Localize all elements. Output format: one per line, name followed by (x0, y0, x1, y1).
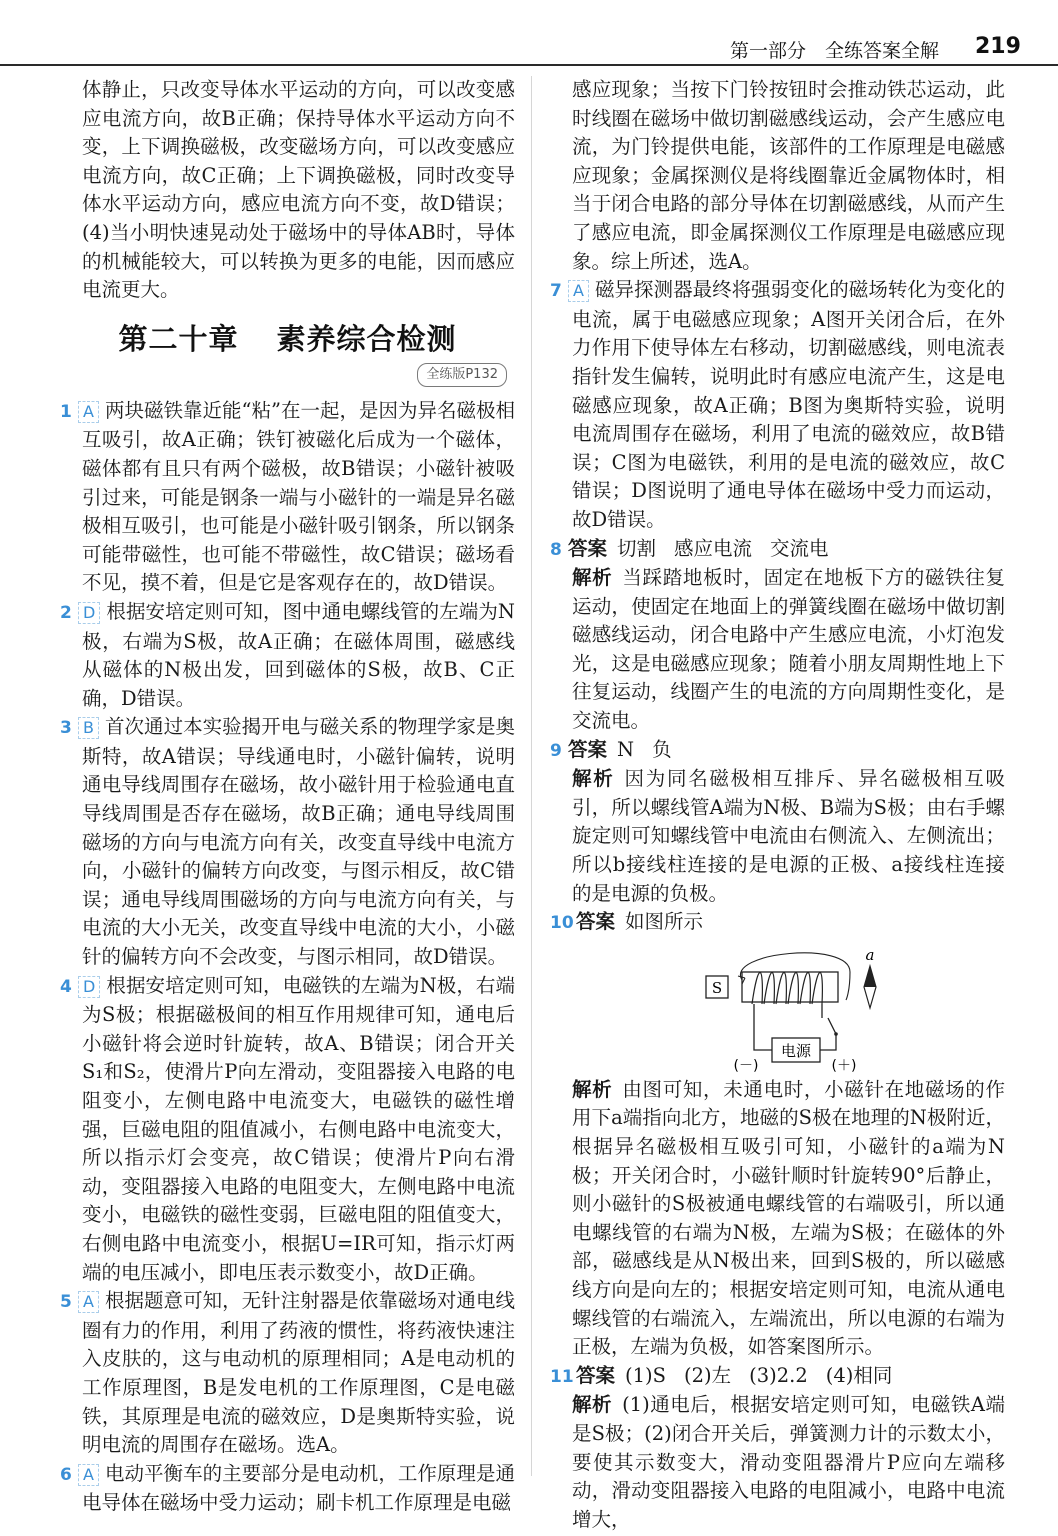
answer-item-11 (550, 1362, 1005, 1392)
switch-icon (828, 1018, 836, 1034)
s-label: S (711, 978, 723, 997)
question-number: 7 (550, 281, 562, 302)
analysis-11 (550, 1391, 1005, 1534)
header-section-title: 第一部分 全练答案全解 (730, 40, 940, 62)
left-column (60, 76, 515, 1518)
answer-item-1 (60, 397, 515, 598)
answer-text: 根据安培定则可知，电磁铁的左端为N极，右端为S极；根据磁极间的相互作用规律可知，通电后小磁针将会逆时针旋转，故A、B错误；闭合开关S₁和S₂，使滑片P向左滑动，变阻器接入电路的电阻变小，左侧电路中电流变大，电磁铁的磁性增强，巨磁电阻的阻值减小，右侧电路中电流变大，所以指示灯会变亮，故C错误；使滑片P向右滑动，变阻器接入电路的电阻变大，左侧电路中电流变小，电磁铁的磁性变弱，巨磁电阻的阻值变大，右侧电路中电流变小，根据U=IR可知，指示灯两端的电压减小，即电压表示数变小，故D正确。 (82, 973, 515, 1284)
question-number: 3 (60, 718, 72, 739)
analysis-text: (1)通电后，根据安培定则可知，电磁铁A端是S极；(2)闭合开关后，弹簧测力计的示数太小，要使其示数变大，滑动变阻器滑片P应向左端移动，滑动变阻器接入电路的电阻减小，电路中电流增大， (572, 1393, 1005, 1531)
answer-value-1: N (617, 737, 635, 761)
answer-value-3: 交流电 (770, 536, 829, 560)
question-number: 8 (550, 539, 562, 560)
left-continuation-text: 体静止，只改变导体水平运动的方向，可以改变感应电流方向，故B正确；保持导体水平运动方向不变，上下调换磁极，改变磁场方向，可以改变感应电流方向，故C正确；上下调换磁极，同时改变导体水平运动方向，感应电流方向不变，故D错误；(4)当小明快速晃动处于磁场中的导体AB时，导体的机械能较大，可以转换为更多的电能，因而感应电流更大。 (82, 78, 515, 302)
field-line-arc (740, 953, 850, 1000)
reference-tag: 全练版P132 (417, 363, 507, 387)
answer-item-2 (60, 598, 515, 713)
choice-badge: A (568, 280, 589, 302)
analysis-9 (550, 765, 1005, 908)
answer-text: 两块磁铁靠近能“粘”在一起，是因为异名磁极相互吸引，故A正确；铁钉被磁化后成为一个磁体，磁体都有且只有两个磁极，故B错误；小磁针被吸引过来，可能是钢条一端与小磁针的一端是异名磁极相互吸引，也可能是小磁针吸引钢条，所以钢条可能带磁性，也可能不带磁性，故C错误；磁场看不见，摸不着，但是它是客观存在的，故D错误。 (82, 398, 515, 595)
compass-needle-tip (864, 966, 876, 987)
answer-text: 磁异探测器最终将强弱变化的磁场转化为变化的电流，属于电磁感应现象；A图开关闭合后，在外力作用下使导体左右移动，切割磁感线，则电流表指针发生偏转，说明此时有感应电流产生，这是电磁感应现象，故A正确；B图为奥斯特实验，说明电流周围存在磁场，利用了电流的磁效应，故B错误；C图为电磁铁，利用的是电流的磁效应，故C错误；D图说明了通电导体在磁场中受力而运动，故D错误。 (572, 278, 1005, 531)
question-number: 1 (60, 401, 72, 422)
solenoid-coil (752, 972, 822, 1004)
wire-left (754, 1004, 772, 1050)
question-number: 10 (550, 913, 574, 934)
answer-item-5 (60, 1287, 515, 1460)
answer-value-4: (4)相同 (825, 1363, 893, 1387)
answer-text: 根据安培定则可知，图中通电螺线管的左端为N极，右端为S极，故A正确；在磁体周围，磁感线从磁体的N极出发，回到磁体的S极，故B、C正确，D错误。 (82, 599, 515, 710)
chapter-title: 素养综合检测 (276, 321, 457, 356)
minus-terminal-label: (－) (733, 1057, 759, 1074)
answer-item-4 (60, 972, 515, 1288)
answer-label: 答案 (576, 910, 616, 934)
column-divider (531, 76, 532, 1476)
answer-text: 根据题意可知，无针注射器是依靠磁场对通电线圈有力的作用，利用了药液的惯性，将药液快速注入皮肤的，这与电动机的原理相同；A是电动机的工作原理图，B是发电机的工作原理图，C是电磁铁，其原理是电流的磁效应，D是奥斯特实验，说明电流的周围存在磁场。选A。 (82, 1289, 515, 1457)
power-source-label: 电源 (780, 1041, 812, 1060)
analysis-label: 解析 (572, 566, 613, 590)
analysis-10 (550, 1076, 1005, 1362)
answer-value-2: 负 (652, 737, 672, 761)
choice-badge: A (78, 1291, 99, 1313)
answer-value-3: (3)2.2 (749, 1363, 808, 1387)
answer-label: 答案 (576, 1363, 616, 1387)
answer-value: 如图所示 (625, 910, 704, 934)
circuit-diagram (550, 942, 1005, 1074)
answer-label: 答案 (568, 536, 608, 560)
answer-label: 答案 (568, 737, 608, 761)
wire-right-bottom (820, 1034, 836, 1050)
answer-item-6 (60, 1460, 515, 1518)
chapter-heading (60, 319, 515, 359)
analysis-text: 因为同名磁极相互排斥、异名磁极相互吸引，所以螺线管A端为N极、B端为S极；由右手螺旋定则可知螺线管中电流由右侧流入、左侧流出；所以b接线柱连接的是电源的正极、a接线柱连接的是电源的负极。 (572, 767, 1005, 905)
answer-value-2: 感应电流 (674, 536, 753, 560)
page-number: 219 (975, 34, 1021, 59)
answer-value-2: (2)左 (684, 1363, 732, 1387)
answer-item-3 (60, 713, 515, 971)
ref-tag-row (60, 361, 507, 387)
needle-label-a: a (865, 945, 875, 964)
right-continuation-text: 感应现象；当按下门铃按钮时会推动铁芯运动，此时线圈在磁场中做切割磁感线运动，会产生感应电流，为门铃提供电能，该部件的工作原理是电磁感应现象；金属探测仪是将线圈靠近金属物体时，相当于闭合电路的部分导体在切割磁感线，从而产生了感应电流，即金属探测仪工作原理是电磁感应现象。综上所述，选A。 (572, 78, 1005, 273)
answer-item-7 (550, 276, 1005, 534)
question-number: 11 (550, 1366, 574, 1387)
analysis-8 (550, 564, 1005, 736)
choice-badge: D (78, 602, 100, 624)
right-column (550, 76, 1005, 1534)
choice-badge: A (78, 1464, 99, 1486)
analysis-label: 解析 (572, 1077, 613, 1101)
answer-value-1: 切割 (617, 536, 657, 560)
analysis-text: 由图可知，未通电时，小磁针在地磁场的作用下a端指向北方，地磁的S极在地理的N极附近，根据异名磁极相互吸引可知，小磁针的a端为N极；开关闭合时，小磁针顺时针旋转90°后静止，则小磁针的S极被通电螺线管的右端吸引，所以通电螺线管的右端为N极，左端为S极；在磁体的外部，磁感线是从N极出来，回到S极的，所以磁感线方向是向左的；根据安培定则可知，电流从通电螺线管的右端流入，左端流出，所以电源的右端为正极，左端为负极，如答案图所示。 (572, 1077, 1005, 1359)
answer-item-8 (550, 535, 1005, 565)
question-number: 5 (60, 1292, 72, 1313)
page-header (0, 0, 1058, 66)
iron-core (742, 972, 838, 1002)
analysis-label: 解析 (572, 1393, 613, 1417)
plus-terminal-label: (＋) (831, 1057, 857, 1074)
choice-badge: B (78, 717, 99, 739)
question-number: 6 (60, 1464, 72, 1485)
answer-item-10 (550, 908, 1005, 938)
analysis-label: 解析 (572, 767, 615, 791)
question-number: 2 (60, 602, 72, 623)
answer-text: 首次通过本实验揭开电与磁关系的物理学家是奥斯特，故A错误；导线通电时，小磁针偏转，说明通电导线周围存在磁场，故小磁针用于检验通电直导线周围是否存在磁场，故B正确；通电导线周围磁场的方向与电流方向有关，改变直导线中电流方向，小磁针的偏转方向改变，与图示相反，故C错误；通电导线周围磁场的方向与电流方向有关，与电流的大小无关，改变直导线中电流的大小，小磁针的偏转方向不会改变，与图示相同，故D错误。 (82, 715, 515, 969)
choice-badge: D (78, 976, 100, 998)
answer-item-9 (550, 736, 1005, 766)
answer-text: 电动平衡车的主要部分是电动机，工作原理是通电导体在磁场中受力运动；刷卡机工作原理是电磁 (82, 1461, 515, 1515)
answer-value-1: (1)S (625, 1363, 666, 1387)
choice-badge: A (78, 401, 99, 423)
switch-pivot (834, 1032, 838, 1036)
chapter-number: 第二十章 (118, 321, 239, 356)
question-number: 4 (60, 976, 72, 997)
question-number: 9 (550, 740, 562, 761)
analysis-text: 当踩踏地板时，固定在地板下方的磁铁往复运动，使固定在地面上的弹簧线圈在磁场中做切割磁感线运动，闭合电路中产生感应电流，小灯泡发光，这是电磁感应现象；随着小朋友周期性地上下往复运动，线圈产生的电流的方向周期性变化，是交流电。 (572, 566, 1005, 733)
